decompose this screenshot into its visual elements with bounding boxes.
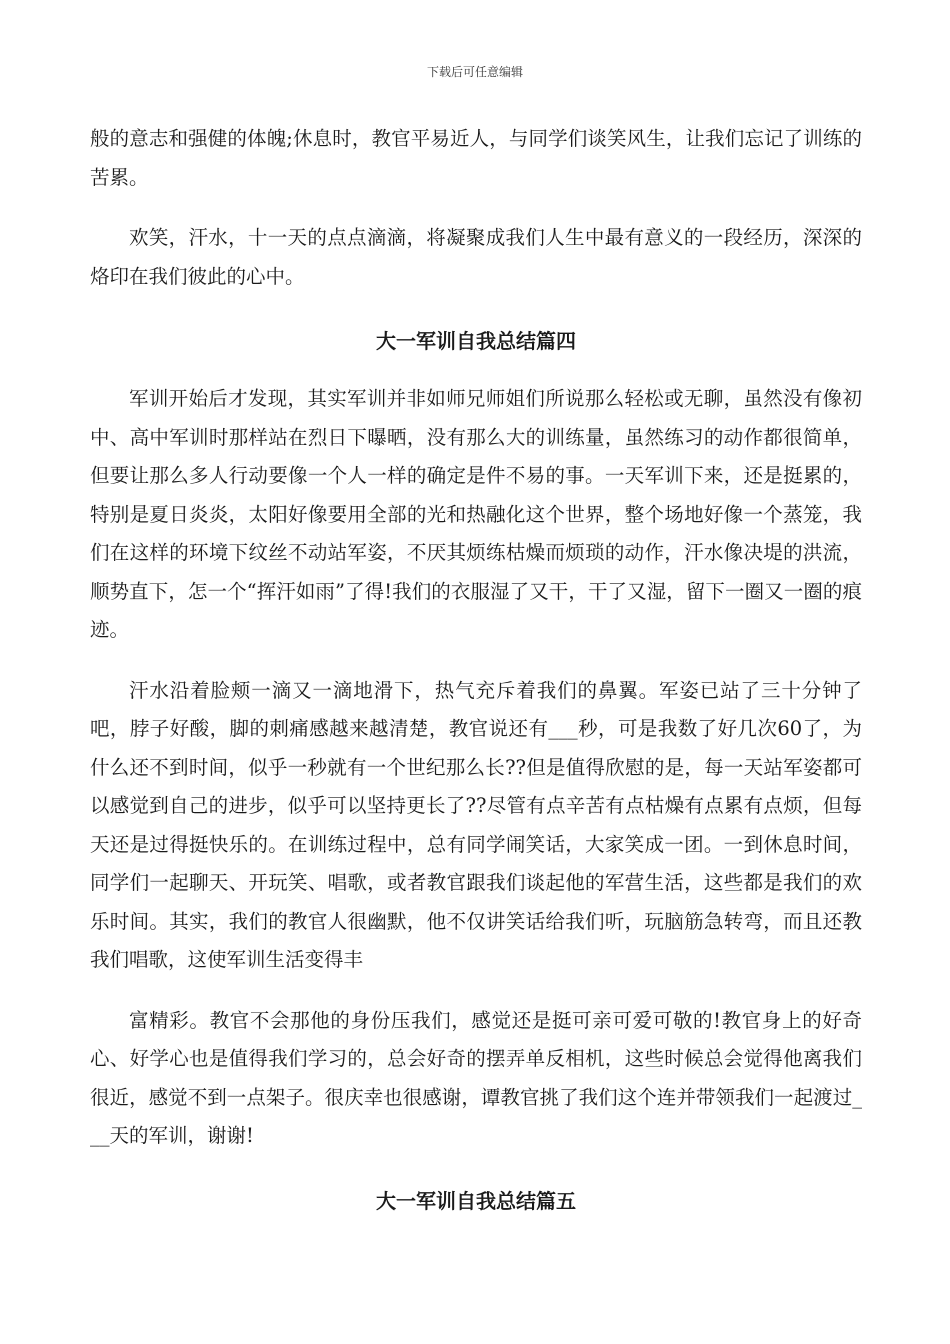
section-heading-4: 大一军训自我总结篇四 <box>376 329 576 353</box>
paragraph: 欢笑，汗水，十一天的点点滴滴，将凝聚成我们人生中最有意义的一段经历，深深的烙印在我们彼此的心中。 <box>90 226 862 288</box>
paragraph: 汗水沿着脸颊一滴又一滴地滑下，热气充斥着我们的鼻翼。军姿已站了三十分钟了吧，脖子好酸，脚的刺痛感越来越清楚，教官说还有___秒，可是我数了好几次60了，为什么还不到时间，似乎一秒就有一个世纪那么长??但是值得欣慰的是，每一天站军姿都可以感觉到自己的进步，似乎可以坚持更长了??尽管有点辛苦有点枯燥有点累有点烦，但每天还是过得挺快乐的。在训练过程中，总有同学闹笑话，大家笑成一团。一到休息时间，同学们一起聊天、开玩笑、唱歌，或者教官跟我们谈起他的军营生活，这些都是我们的欢乐时间。其实，我们的教官人很幽默，他不仅讲笑话给我们听，玩脑筋急转弯，而且还教我们唱歌，这使军训生活变得丰 <box>90 678 862 971</box>
section-heading-5: 大一军训自我总结篇五 <box>376 1188 576 1213</box>
paragraph-continued: 般的意志和强健的体魄;休息时，教官平易近人，与同学们谈笑风生，让我们忘记了训练的苦累。 <box>90 127 862 189</box>
page-header: 下载后可任意编辑 <box>426 65 523 79</box>
paragraph: 富精彩。教官不会那他的身份压我们，感觉还是挺可亲可爱可敬的!教官身上的好奇心、好学心也是值得我们学习的，总会好奇的摆弄单反相机，这些时候总会觉得他离我们很近，感觉不到一点架子。很庆幸也很感谢，谭教官挑了我们这个连并带领我们一起渡过___天的军训，谢谢! <box>90 1008 862 1147</box>
document-body <box>90 120 862 1240</box>
paragraph: 军训开始后才发现，其实军训并非如师兄师姐们所说那么轻松或无聊，虽然没有像初中、高中军训时那样站在烈日下曝晒，没有那么大的训练量，虽然练习的动作都很简单，但要让那么多人行动要像一个人一样的确定是件不易的事。一天军训下来，还是挺累的，特别是夏日炎炎，太阳好像要用全部的光和热融化这个世界，整个场地好像一个蒸笼，我们在这样的环境下纹丝不动站军姿，不厌其烦练枯燥而烦琐的动作，汗水像决堤的洪流，顺势直下，怎一个“挥汗如雨”了得!我们的衣服湿了又干，干了又湿，留下一圈又一圈的痕迹。 <box>90 387 862 641</box>
